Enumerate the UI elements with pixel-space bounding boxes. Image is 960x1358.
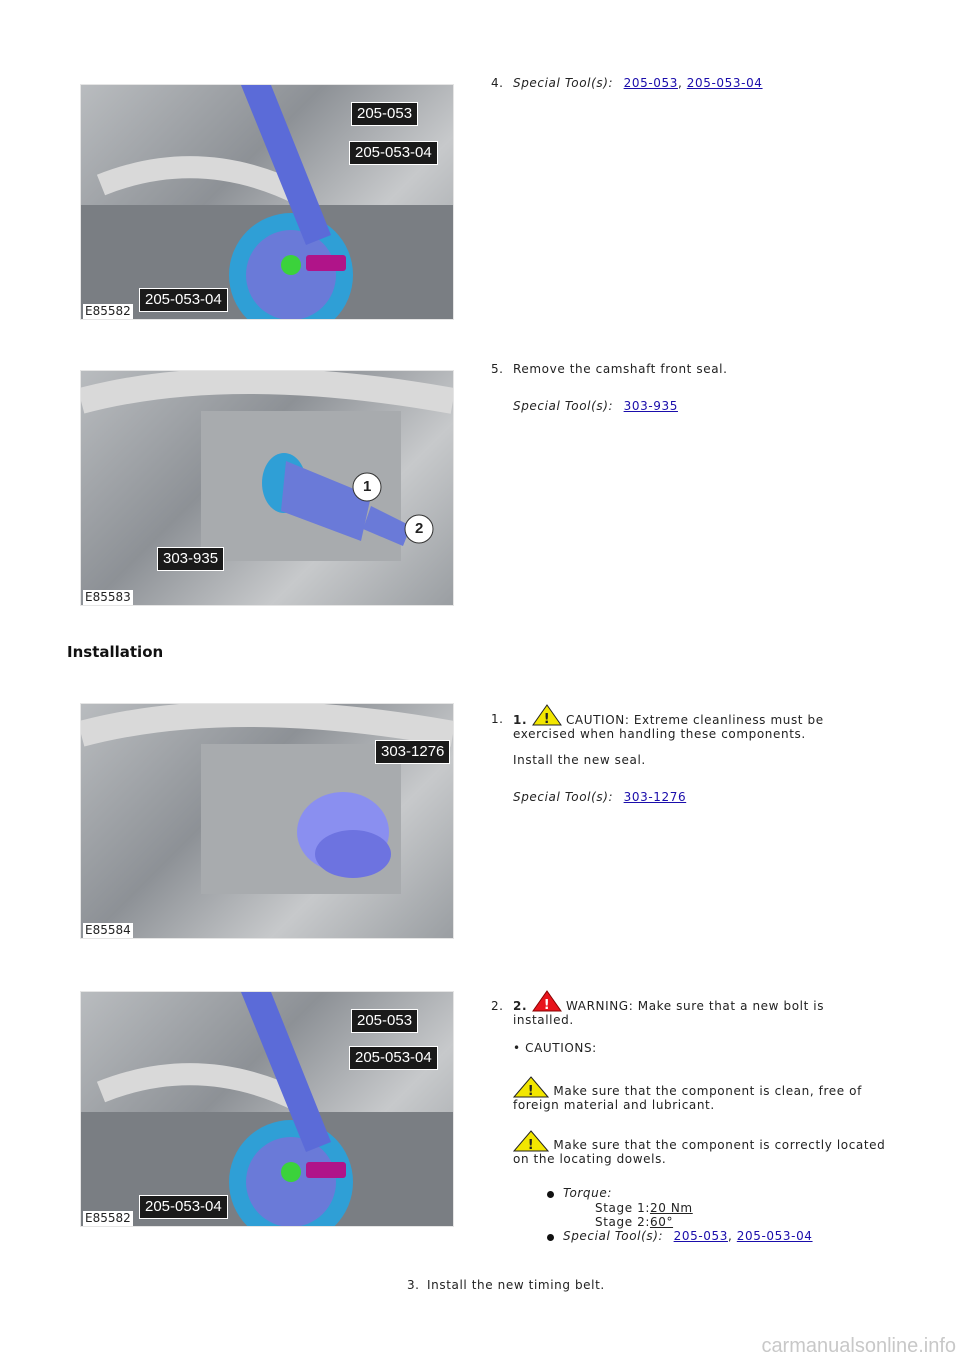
engine-illustration — [81, 371, 453, 605]
figure-install-1 — [80, 703, 454, 939]
special-tools-label: Special Tool(s): — [513, 76, 614, 90]
callout-205-053: 205-053 — [351, 102, 418, 126]
callout-205-053-04-bottom: 205-053-04 — [139, 288, 228, 312]
callout-205-053-04-top: 205-053-04 — [349, 141, 438, 165]
figure-code: E85582 — [85, 1211, 131, 1225]
stage-2-label: Stage 2: — [595, 1215, 650, 1229]
cautions-header: • CAUTIONS: — [513, 1041, 597, 1055]
step-bold-label: 1. — [513, 713, 528, 727]
bullet-icon — [547, 1234, 554, 1241]
warning-block — [513, 990, 853, 1027]
caution-block — [513, 704, 843, 741]
special-tools-label: Special Tool(s): — [563, 1229, 664, 1243]
step-text: Remove the camshaft front seal. — [513, 362, 728, 376]
bullet-icon — [547, 1191, 554, 1198]
warning-text: WARNING: Make sure that a new bolt is installed. — [513, 999, 825, 1027]
svg-text:!: ! — [543, 998, 550, 1012]
caution-1-text: Make sure that the component is clean, free of foreign material and lubricant. — [513, 1084, 862, 1112]
svg-text:!: ! — [527, 1084, 535, 1098]
watermark: carmanualsonline.info — [761, 1335, 956, 1357]
caution-text: CAUTION: Extreme cleanliness must be exercised when handling these components. — [513, 713, 824, 741]
special-tools-label: Special Tool(s): — [513, 790, 614, 804]
svg-text:!: ! — [543, 712, 550, 726]
callout-1: 1 — [363, 478, 372, 495]
warning-triangle-icon — [532, 990, 562, 1012]
callout-303-1276: 303-1276 — [375, 740, 450, 764]
figure-install-2 — [80, 991, 454, 1227]
figure-code: E85583 — [85, 590, 131, 604]
step-number: 5. — [491, 362, 504, 376]
special-tools-line — [563, 1229, 813, 1243]
step-number: 3. — [407, 1278, 420, 1292]
caution-triangle-icon — [532, 704, 562, 726]
tool-link-205-053[interactable]: 205-053 — [673, 1229, 728, 1243]
stage-2-line — [595, 1215, 673, 1229]
step-number: 2. — [491, 999, 504, 1013]
callout-205-053-04-bottom: 205-053-04 — [139, 1195, 228, 1219]
callout-205-053: 205-053 — [351, 1009, 418, 1033]
callout-205-053-04-top: 205-053-04 — [349, 1046, 438, 1070]
step-text: Install the new seal. — [513, 753, 646, 767]
stage-1-label: Stage 1: — [595, 1201, 650, 1215]
callout-2: 2 — [415, 520, 424, 537]
special-tools-line — [513, 790, 686, 804]
separator: , — [727, 1229, 733, 1243]
tool-link-303-935[interactable]: 303-935 — [623, 399, 678, 413]
caution-2-block — [513, 1130, 893, 1166]
torque-label: Torque: — [563, 1186, 612, 1200]
figure-step-5 — [80, 370, 454, 606]
step-number: 1. — [491, 712, 504, 726]
special-tools-line — [513, 399, 678, 413]
tool-link-205-053-04[interactable]: 205-053-04 — [686, 76, 763, 90]
caution-1-block — [513, 1076, 883, 1112]
stage-2-value: 60° — [649, 1215, 674, 1229]
callout-303-935: 303-935 — [157, 547, 224, 571]
stage-1-value: 20 Nm — [649, 1201, 693, 1215]
caution-2-text: Make sure that the component is correctly located on the locating dowels. — [513, 1138, 886, 1166]
step-text: Install the new timing belt. — [427, 1278, 605, 1292]
svg-text:!: ! — [527, 1138, 535, 1152]
step-bold-label: 2. — [513, 999, 528, 1013]
special-tools-line — [513, 76, 763, 90]
tool-link-205-053[interactable]: 205-053 — [623, 76, 678, 90]
special-tools-label: Special Tool(s): — [513, 399, 614, 413]
section-heading: Installation — [67, 643, 164, 661]
caution-triangle-icon — [513, 1130, 549, 1152]
tool-link-205-053-04[interactable]: 205-053-04 — [736, 1229, 813, 1243]
step-number: 4. — [491, 76, 504, 90]
stage-1-line — [595, 1201, 693, 1215]
figure-step-4 — [80, 84, 454, 320]
figure-code: E85584 — [85, 923, 131, 937]
figure-code: E85582 — [85, 304, 131, 318]
separator: , — [677, 76, 683, 90]
caution-triangle-icon — [513, 1076, 549, 1098]
tool-link-303-1276[interactable]: 303-1276 — [623, 790, 687, 804]
